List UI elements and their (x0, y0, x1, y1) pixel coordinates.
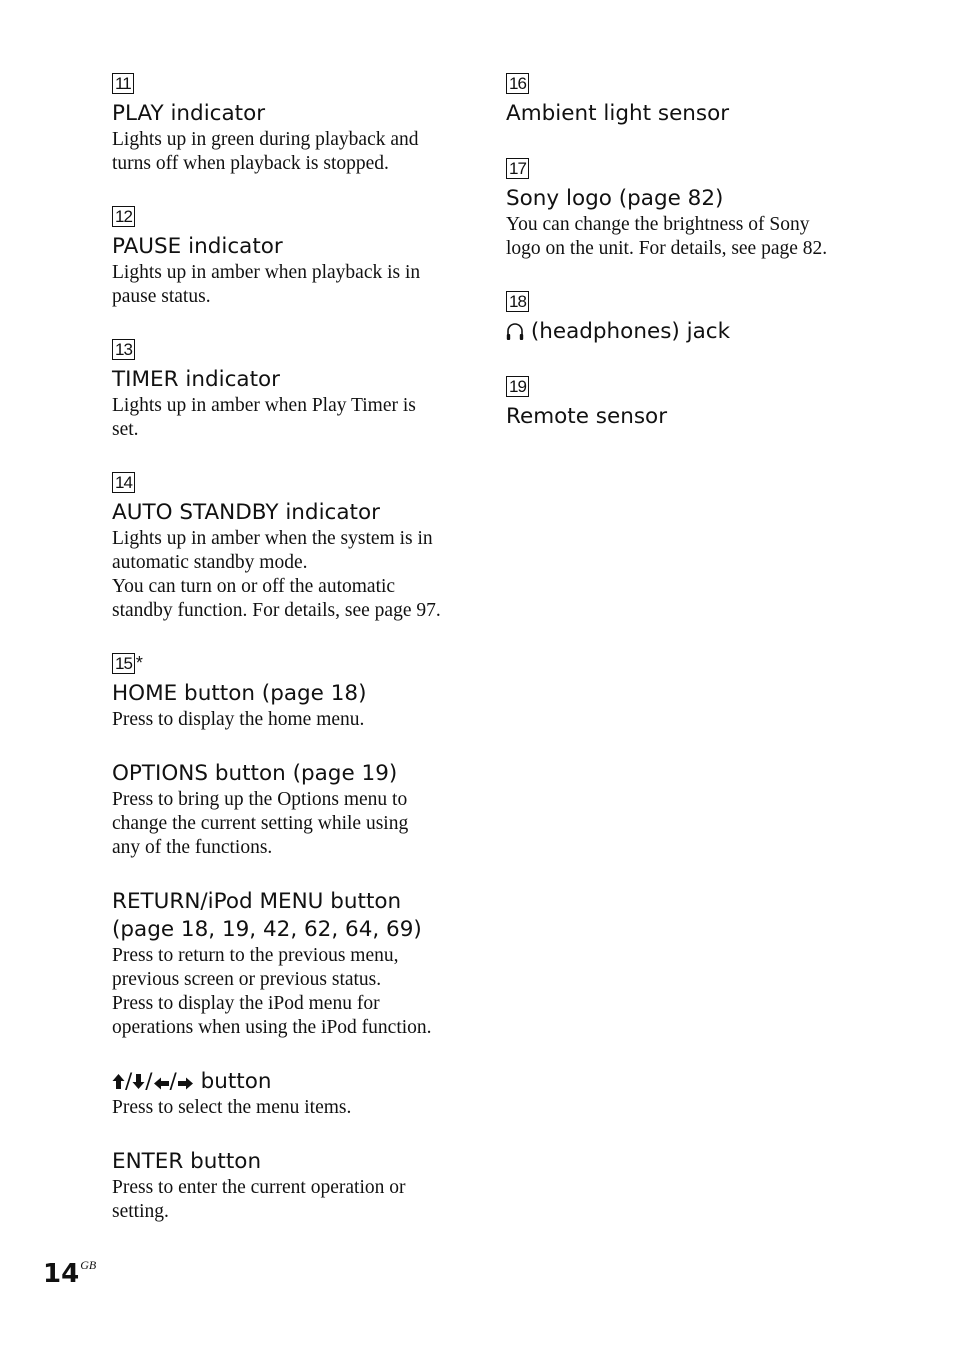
entry-19 (506, 374, 866, 431)
item-number: 14 (112, 472, 135, 493)
entry-heading: AUTO STANDBY indicator (112, 500, 380, 525)
asterisk-mark: * (135, 653, 143, 673)
entry-heading: PAUSE indicator (112, 234, 283, 259)
item-number: 17 (506, 158, 529, 179)
down-arrow-icon (132, 1073, 145, 1090)
entry-heading: (headphones) jack (506, 318, 866, 346)
entry-13 (112, 337, 472, 442)
entry-description: Press to enter the current operation or setting. (112, 1177, 406, 1222)
entry-description: Press to return to the previous menu, previous screen or previous status. Press to display the iPod menu for operations when using the iPod function. (112, 945, 432, 1038)
page-suffix: GB (80, 1258, 97, 1272)
entry-heading: RETURN/iPod MENU button (page 18, 19, 42, 62, 64, 69) (112, 889, 422, 942)
entry-description: Lights up in amber when playback is in pause status. (112, 262, 421, 307)
entry-15 (112, 651, 472, 1224)
entry-heading: HOME button (page 18) (112, 681, 367, 706)
entry-heading: PLAY indicator (112, 101, 266, 126)
item-number: 16 (506, 73, 529, 94)
left-arrow-icon (153, 1077, 170, 1090)
entry-12 (112, 204, 472, 309)
entry-heading: TIMER indicator (112, 367, 281, 392)
entry-heading: Remote sensor (506, 404, 668, 429)
item-number: 19 (506, 376, 529, 397)
item-number: 13 (112, 339, 135, 360)
entry-17 (506, 156, 866, 261)
entry-description: Lights up in amber when Play Timer is set. (112, 395, 416, 440)
entry-description: Lights up in amber when the system is in automatic standby mode. You can turn on or off the automatic standby function. For details, see page 97. (112, 528, 441, 621)
page-number: $14^{GB}$ (43, 1258, 97, 1289)
entry-description: You can change the brightness of Sony logo on the unit. For details, see page 82. (506, 214, 828, 259)
headphones-icon (506, 321, 524, 341)
entry-16 (506, 71, 866, 128)
entry-description: Press to select the menu items. (112, 1097, 352, 1118)
up-arrow-icon (112, 1073, 125, 1090)
entry-18 (506, 289, 866, 346)
entry-description: Press to display the home menu. (112, 709, 365, 730)
entry-heading: OPTIONS button (page 19) (112, 761, 398, 786)
left-column (112, 71, 472, 1224)
entry-description: Press to bring up the Options menu to change the current setting while using any of the functions. (112, 789, 409, 858)
entry-14 (112, 470, 472, 623)
entry-heading: / / / button (112, 1068, 472, 1096)
right-column (506, 71, 866, 431)
entry-heading: ENTER button (112, 1149, 262, 1174)
right-arrow-icon (177, 1077, 194, 1090)
entry-description: Lights up in green during playback and turns off when playback is stopped. (112, 129, 419, 174)
entry-11 (112, 71, 472, 176)
item-number: 15 (112, 653, 135, 674)
item-number: 18 (506, 291, 529, 312)
item-number: 12 (112, 206, 135, 227)
entry-heading: Sony logo (page 82) (506, 186, 724, 211)
entry-heading: Ambient light sensor (506, 101, 730, 126)
item-number: 11 (112, 73, 134, 94)
